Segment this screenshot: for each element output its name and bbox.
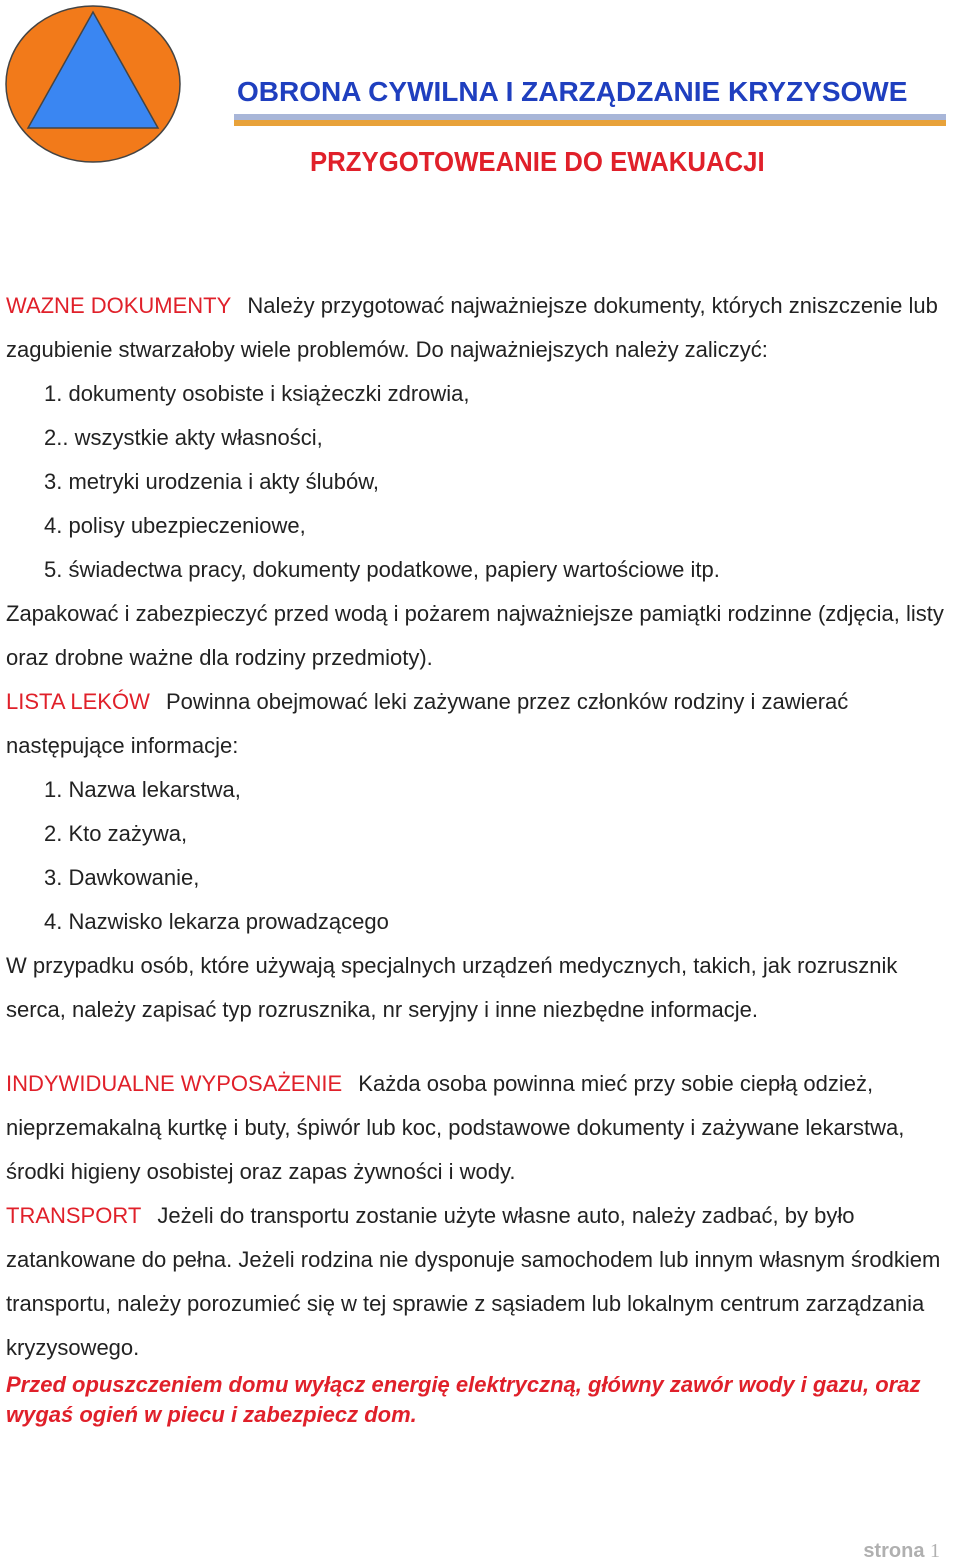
section-documents bbox=[6, 284, 954, 680]
list-item: 1. Nazwa lekarstwa, bbox=[44, 777, 241, 802]
documents-list bbox=[6, 372, 954, 592]
list-item: 4. polisy ubezpieczeniowe, bbox=[44, 513, 306, 538]
equipment-paragraph bbox=[6, 1062, 954, 1194]
warning-note: Przed opuszczeniem domu wyłącz energię elektryczną, główny zawór wody i gazu, oraz wygaś ogień w piecu i zabezpiecz dom. bbox=[6, 1372, 921, 1427]
transport-heading: TRANSPORT bbox=[6, 1203, 142, 1228]
list-item: 5. świadectwa pracy, dokumenty podatkowe, papiery wartościowe itp. bbox=[44, 557, 720, 582]
document-title: PRZYGOTOWEANIE DO EWAKUACJI bbox=[310, 146, 765, 177]
organization-title: OBRONA CYWILNA I ZARZĄDZANIE KRYZYSOWE bbox=[237, 76, 908, 107]
medical-devices-paragraph: W przypadku osób, które używają specjalnych urządzeń medycznych, takich, jak rozrusznik serca, należy zapisać typ rozrusznika, nr seryjny i inne niezbędne informacje. bbox=[6, 953, 898, 1022]
list-item: 2. Kto zażywa, bbox=[44, 821, 188, 846]
page-number: 1 bbox=[930, 1540, 940, 1562]
section-medicines bbox=[6, 680, 954, 1032]
equipment-heading: INDYWIDUALNE WYPOSAŻENIE bbox=[6, 1071, 343, 1096]
page-label: strona bbox=[863, 1540, 925, 1562]
document-body bbox=[6, 284, 954, 1430]
list-item: 3. Dawkowanie, bbox=[44, 865, 200, 890]
list-item: 1. dokumenty osobiste i książeczki zdrowia, bbox=[44, 381, 470, 406]
transport-text: Jeżeli do transportu zostanie użyte własne auto, należy zadbać, by było zatankowane do pełna. Jeżeli rodzina nie dysponuje samochodem lub innym własnym środkiem transportu, należy porozumieć się w tej sprawie z sąsiadem lub lokalnym centrum zarządzania kryzysowego. bbox=[6, 1203, 941, 1360]
list-item: 4. Nazwisko lekarza prowadzącego bbox=[44, 909, 389, 934]
medicines-list bbox=[6, 768, 954, 944]
medicines-intro: Powinna obejmować leki zażywane przez członków rodziny i zawierać następujące informacje: bbox=[6, 689, 849, 758]
section-spacer bbox=[6, 1032, 954, 1062]
list-item: 3. metryki urodzenia i akty ślubów, bbox=[44, 469, 380, 494]
medicines-paragraph bbox=[6, 680, 954, 768]
section-transport bbox=[6, 1194, 954, 1370]
page-footer bbox=[863, 1540, 940, 1563]
keepsakes-paragraph: Zapakować i zabezpieczyć przed wodą i pożarem najważniejsze pamiątki rodzinne (zdjęcia, listy oraz drobne ważne dla rodziny przedmioty). bbox=[6, 601, 944, 670]
section-equipment bbox=[6, 1062, 954, 1194]
equipment-text: Każda osoba powinna mieć przy sobie ciepłą odzież, nieprzemakalną kurtkę i buty, śpiwór lub koc, podstawowe dokumenty i zażywane lekarstwa, środki higieny osobistej oraz zapas żywności i wody. bbox=[6, 1071, 905, 1184]
documents-heading: WAZNE DOKUMENTY bbox=[6, 293, 232, 318]
medicines-heading: LISTA LEKÓW bbox=[6, 689, 150, 714]
documents-paragraph bbox=[6, 284, 954, 372]
title-underline-orange bbox=[234, 120, 946, 126]
documents-intro: Należy przygotować najważniejsze dokumenty, których zniszczenie lub zagubienie stwarzałoby wiele problemów. Do najważniejszych należy zaliczyć: bbox=[6, 293, 938, 362]
civil-defense-logo bbox=[4, 4, 182, 164]
list-item: 2.. wszystkie akty własności, bbox=[44, 425, 323, 450]
transport-paragraph bbox=[6, 1194, 954, 1370]
